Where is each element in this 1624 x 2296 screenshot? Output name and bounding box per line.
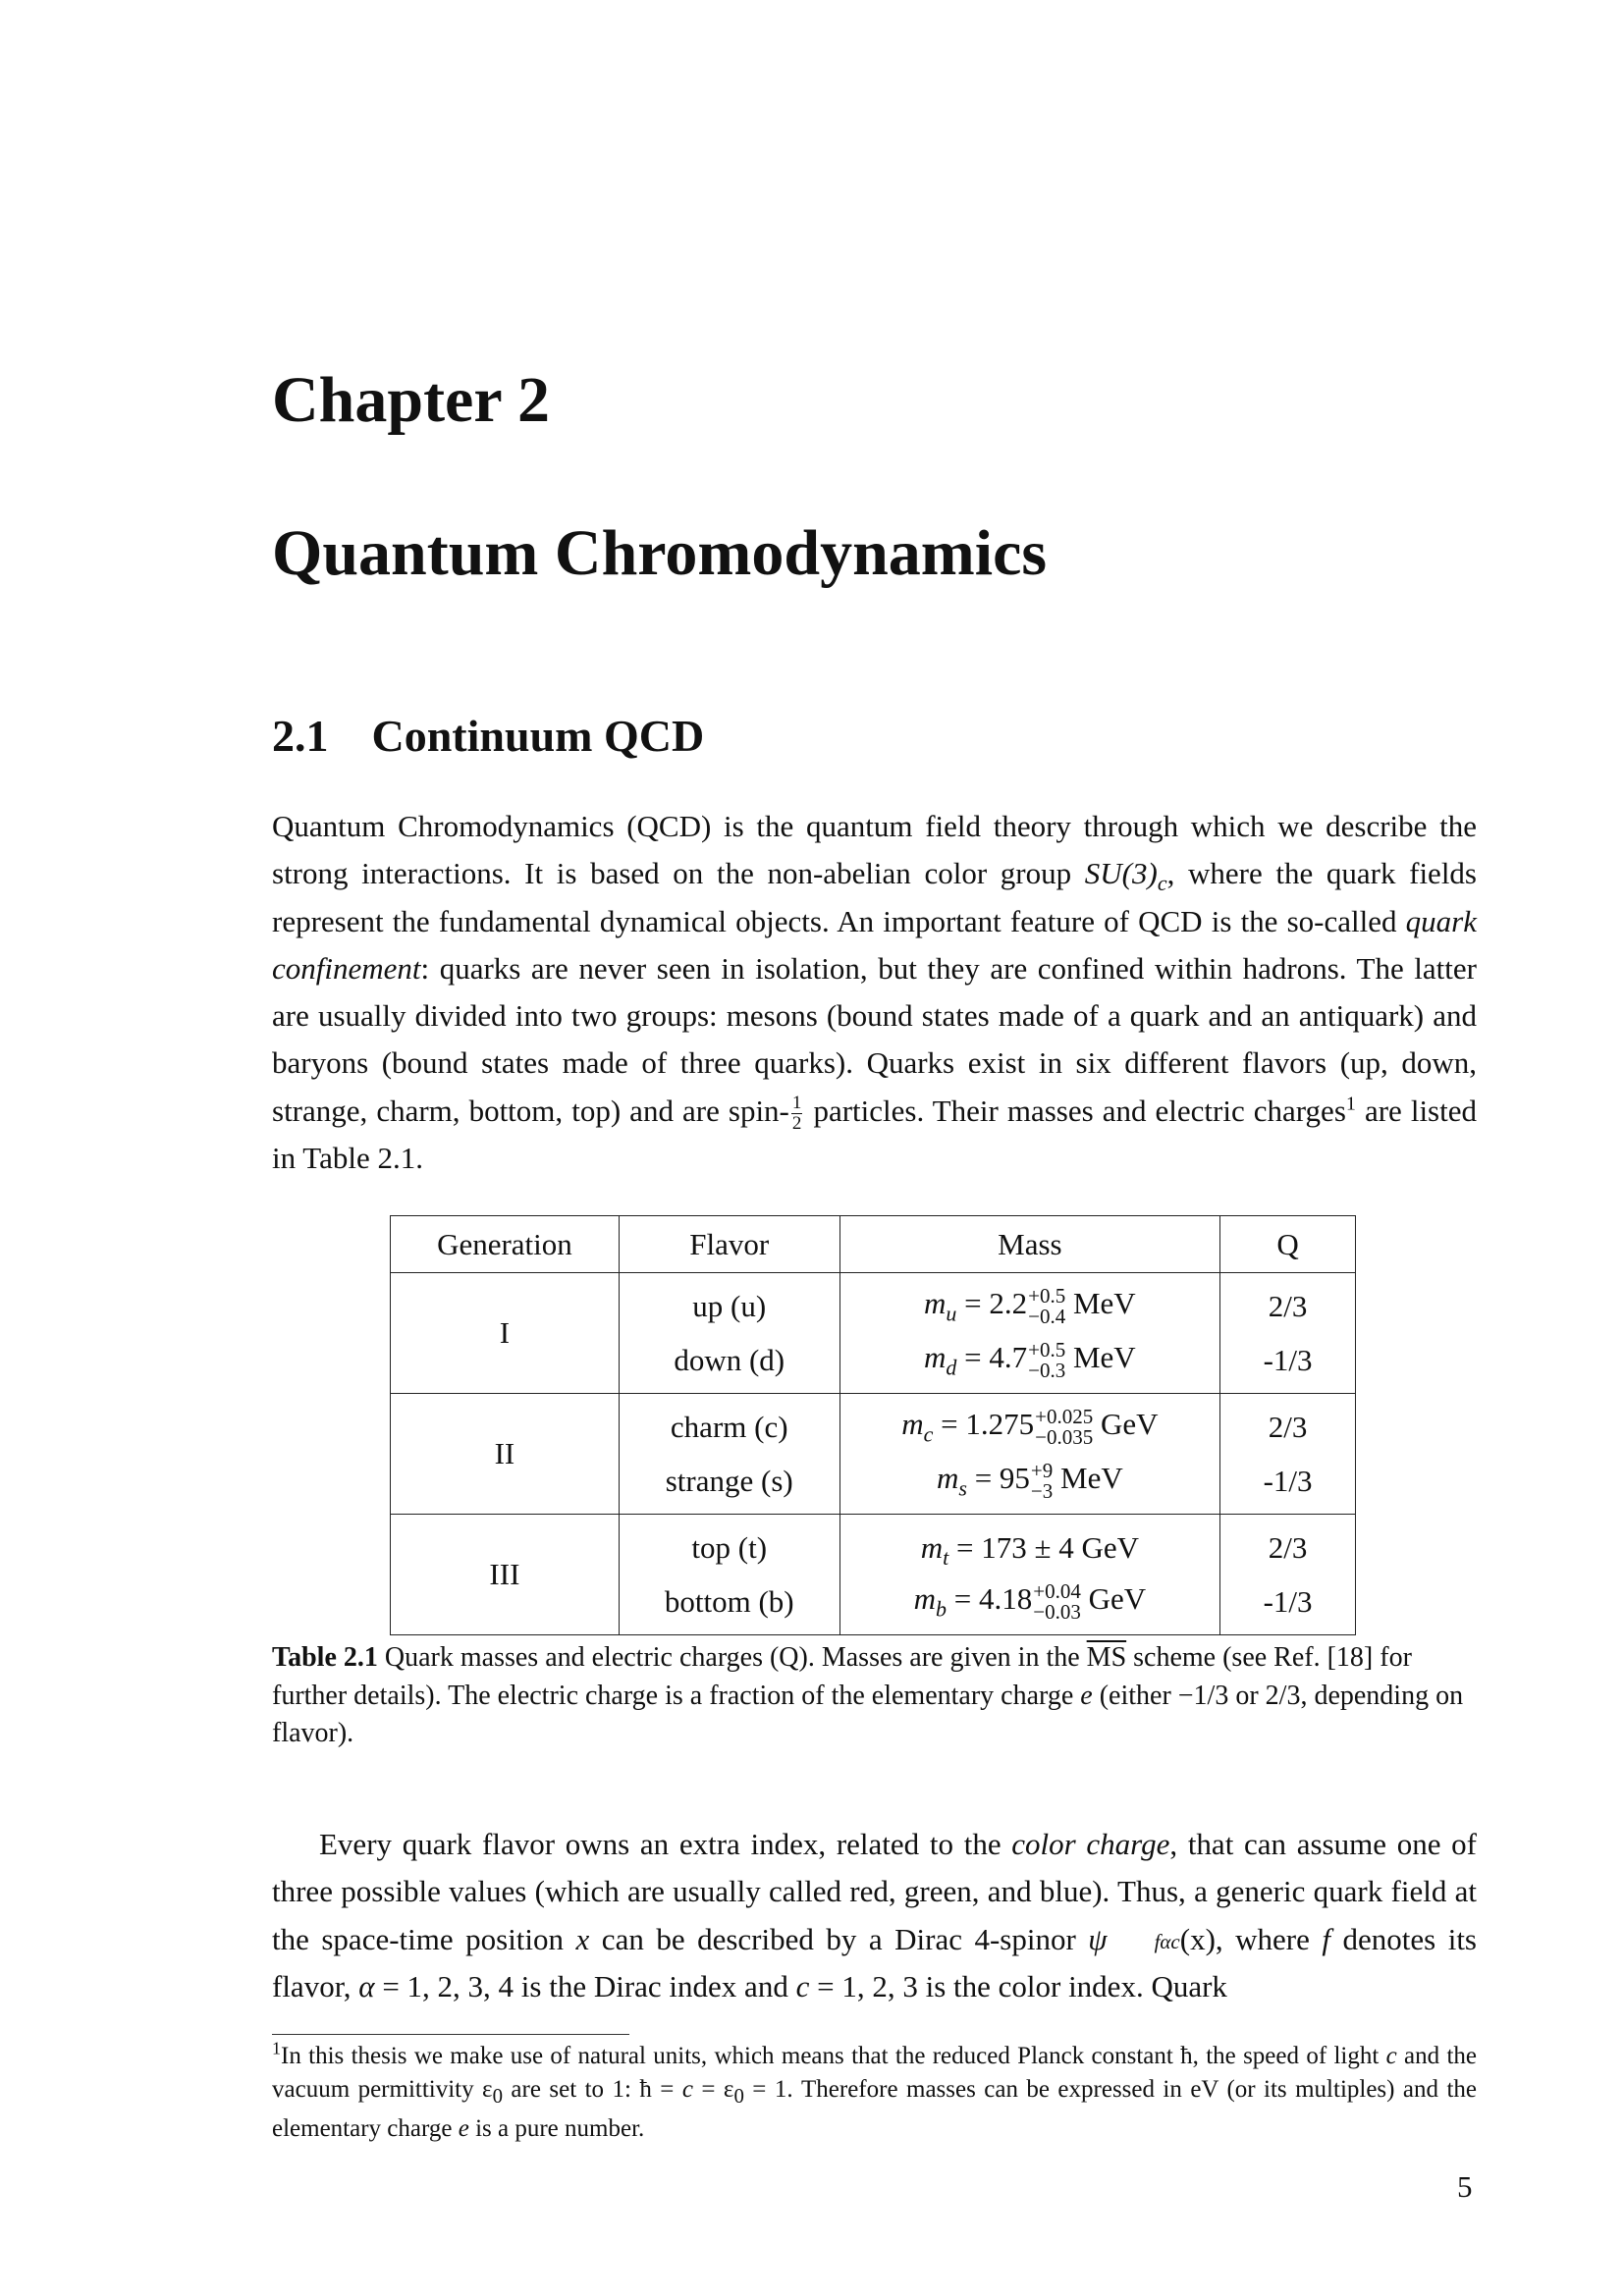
math-group: SU(3) — [1084, 856, 1158, 891]
section-number: 2.1 — [272, 711, 329, 761]
text-run: particles. Their masses and electric charges — [804, 1093, 1346, 1128]
mass-value: = 173 ± 4 — [948, 1529, 1074, 1565]
mass-unit: MeV — [1065, 1339, 1136, 1374]
paragraph-intro — [272, 803, 1477, 1182]
math-x: x — [575, 1921, 590, 1956]
quark-table — [390, 1215, 1356, 1635]
mass-symbol: m — [920, 1529, 944, 1565]
generation-cell: II — [391, 1394, 620, 1515]
generation-cell: I — [391, 1273, 620, 1394]
mass-unit: GeV — [1073, 1529, 1140, 1565]
uncertainty-up: +0.5 — [1028, 1337, 1066, 1362]
math-c: c — [681, 2075, 693, 2103]
mass-uncertainty — [1028, 1283, 1066, 1328]
charge-cell: 2/3 — [1220, 1515, 1356, 1575]
mass-cell — [839, 1454, 1219, 1515]
text-run: denotes its flavor, — [272, 1921, 1477, 2003]
mass-value: = 4.18 — [947, 1580, 1033, 1616]
math-c: c — [795, 1968, 810, 2003]
mass-uncertainty — [1035, 1404, 1094, 1449]
section-heading — [272, 709, 704, 764]
uncertainty-up: +0.5 — [1028, 1283, 1066, 1308]
uncertainty-down: −0.4 — [1028, 1304, 1066, 1328]
math-e: e — [1080, 1680, 1093, 1711]
text-run: = 1, 2, 3, 4 is the Dirac index and — [374, 1968, 796, 2003]
text-run: scheme (see Ref. [18] for further details). The electric charge is a fraction of the elementary charge — [272, 1642, 1412, 1711]
mass-cell — [839, 1394, 1219, 1455]
flavor-cell: up (u) — [619, 1273, 839, 1334]
charge-cell: 2/3 — [1220, 1273, 1356, 1334]
mass-symbol: m — [936, 1460, 959, 1495]
header-charge: Q — [1220, 1216, 1356, 1273]
text-run: is a pure number. — [468, 2115, 645, 2142]
mass-unit: MeV — [1065, 1285, 1136, 1320]
header-flavor: Flavor — [619, 1216, 839, 1273]
epsilon-subscript: 0 — [733, 2083, 744, 2108]
text-run: : quarks are never seen in isolation, but they are confined within hadrons. The latter are usually divided into two groups: mesons (bound states made of a quark and an antiquark) and baryons (bound states made of three quarks). Quarks exist in six different flavors (up, down, strange, charm, bottom, top) and are spin- — [272, 950, 1477, 1128]
text-run: Quark masses and electric charges (Q). Masses are given in the — [377, 1642, 1087, 1673]
table-row — [391, 1394, 1356, 1455]
mass-subscript: b — [936, 1595, 947, 1621]
fraction-one-half — [791, 1094, 803, 1134]
footnote-divider — [272, 2034, 629, 2035]
text-run: , that can assume one of three possible values (which are usually called red, green, and blue). Thus, a generic quark field at the space-time position — [272, 1827, 1477, 1956]
mass-subscript: d — [946, 1354, 957, 1379]
text-run: = 1, 2, 3 is the color index. Quark — [809, 1968, 1227, 2003]
text-run: are set to 1: ħ = — [502, 2075, 682, 2103]
charge-cell: 2/3 — [1220, 1394, 1356, 1455]
flavor-cell: charm (c) — [619, 1394, 839, 1455]
mass-cell — [839, 1273, 1219, 1334]
generation-cell: III — [391, 1515, 620, 1635]
fraction-denominator: 2 — [791, 1113, 802, 1135]
mass-value: = 95 — [966, 1460, 1030, 1495]
mass-symbol: m — [924, 1339, 947, 1374]
text-run: are listed in Table 2.1. — [272, 1093, 1477, 1176]
table-header-row — [391, 1216, 1356, 1273]
text-run: can be described by a Dirac 4-spinor — [589, 1921, 1089, 1956]
caption-label: Table 2.1 — [272, 1642, 378, 1673]
math-c: c — [1385, 2043, 1397, 2069]
mass-subscript: u — [946, 1300, 957, 1325]
text-run: = ε — [692, 2075, 734, 2103]
text-run: (either −1/3 or 2/3, depending on flavor). — [272, 1680, 1464, 1748]
mass-unit: GeV — [1080, 1580, 1147, 1616]
mass-unit: GeV — [1093, 1406, 1159, 1441]
footnote-reference[interactable]: 1 — [1345, 1093, 1356, 1115]
mass-symbol: m — [924, 1285, 947, 1320]
psi-subscript: αc — [1160, 1930, 1180, 1954]
math-f: f — [1322, 1921, 1331, 1956]
text-run: , where the quark fields represent the fundamental dynamical objects. An important feature of QCD is the so-called — [272, 856, 1477, 938]
text-run: In this thesis we make use of natural units, which means that the reduced Planck constant ħ, the speed of light — [281, 2043, 1386, 2069]
mass-uncertainty — [1030, 1458, 1054, 1503]
text-run: and the vacuum permittivity ε — [272, 2043, 1478, 2103]
mass-symbol: m — [901, 1406, 924, 1441]
footnote — [272, 2040, 1477, 2146]
emphasis-quark-confinement: quark confinement — [272, 903, 1477, 986]
ms-bar-scheme: $\overline{MS}$ — [1086, 1642, 1127, 1673]
uncertainty-down: −0.035 — [1035, 1424, 1094, 1449]
math-subscript-text: c — [1157, 871, 1167, 896]
mass-value: = 1.275 — [933, 1406, 1035, 1441]
epsilon-subscript: 0 — [492, 2083, 503, 2108]
flavor-cell: top (t) — [619, 1515, 839, 1575]
psi-superscript: f — [1154, 1930, 1161, 1954]
psi-argument: (x) — [1179, 1921, 1216, 1956]
mass-subscript: s — [958, 1474, 967, 1500]
chapter-number: Chapter 2 — [272, 364, 550, 436]
mass-uncertainty — [1028, 1337, 1066, 1382]
header-generation: Generation — [391, 1216, 620, 1273]
uncertainty-up: +0.04 — [1033, 1578, 1081, 1603]
page-number: 5 — [1457, 2169, 1473, 2204]
charge-cell: -1/3 — [1220, 1454, 1356, 1515]
paragraph-color-charge — [272, 1821, 1477, 2010]
footnote-mark: 1 — [272, 2038, 281, 2058]
charge-cell: -1/3 — [1220, 1333, 1356, 1394]
fraction-numerator: 1 — [791, 1093, 802, 1114]
text-run: Quantum Chromodynamics (QCD) is the quantum field theory through which we describe the strong interactions. It is based on the non-abelian color group — [272, 809, 1477, 891]
math-psi: ψ — [1088, 1921, 1108, 1956]
section-title: Continuum QCD — [371, 711, 705, 761]
flavor-cell: strange (s) — [619, 1454, 839, 1515]
psi-indices — [1108, 1931, 1180, 1952]
table-caption — [272, 1639, 1477, 1753]
math-e: e — [458, 2115, 469, 2142]
flavor-cell: down (d) — [619, 1333, 839, 1394]
mass-cell — [839, 1515, 1219, 1575]
emphasis-color-charge: color charge — [1011, 1827, 1170, 1861]
math-subscript — [1158, 871, 1167, 895]
uncertainty-down: −3 — [1030, 1478, 1054, 1503]
charge-cell: -1/3 — [1220, 1575, 1356, 1635]
chapter-title: Quantum Chromodynamics — [272, 517, 1048, 589]
uncertainty-up: +0.025 — [1035, 1404, 1094, 1428]
mass-value: = 4.7 — [956, 1339, 1028, 1374]
uncertainty-up: +9 — [1030, 1458, 1054, 1482]
mass-cell — [839, 1333, 1219, 1394]
mass-unit: MeV — [1053, 1460, 1123, 1495]
mass-cell — [839, 1575, 1219, 1635]
table-row — [391, 1273, 1356, 1334]
mass-subscript: c — [923, 1420, 934, 1446]
header-mass: Mass — [839, 1216, 1219, 1273]
mass-subscript: t — [943, 1544, 949, 1570]
table-row — [391, 1515, 1356, 1575]
uncertainty-down: −0.03 — [1033, 1599, 1081, 1624]
uncertainty-down: −0.3 — [1028, 1358, 1066, 1382]
mass-uncertainty — [1033, 1578, 1081, 1624]
text-run: , where — [1215, 1921, 1323, 1956]
text-run: = 1. Therefore masses can be expressed in eV (or its multiples) and the elementary charge — [272, 2075, 1477, 2142]
mass-value: = 2.2 — [956, 1285, 1028, 1320]
math-alpha: α — [358, 1968, 375, 2003]
text-run: Every quark flavor owns an extra index, related to the — [319, 1827, 1012, 1861]
flavor-cell: bottom (b) — [619, 1575, 839, 1635]
mass-symbol: m — [913, 1580, 936, 1616]
